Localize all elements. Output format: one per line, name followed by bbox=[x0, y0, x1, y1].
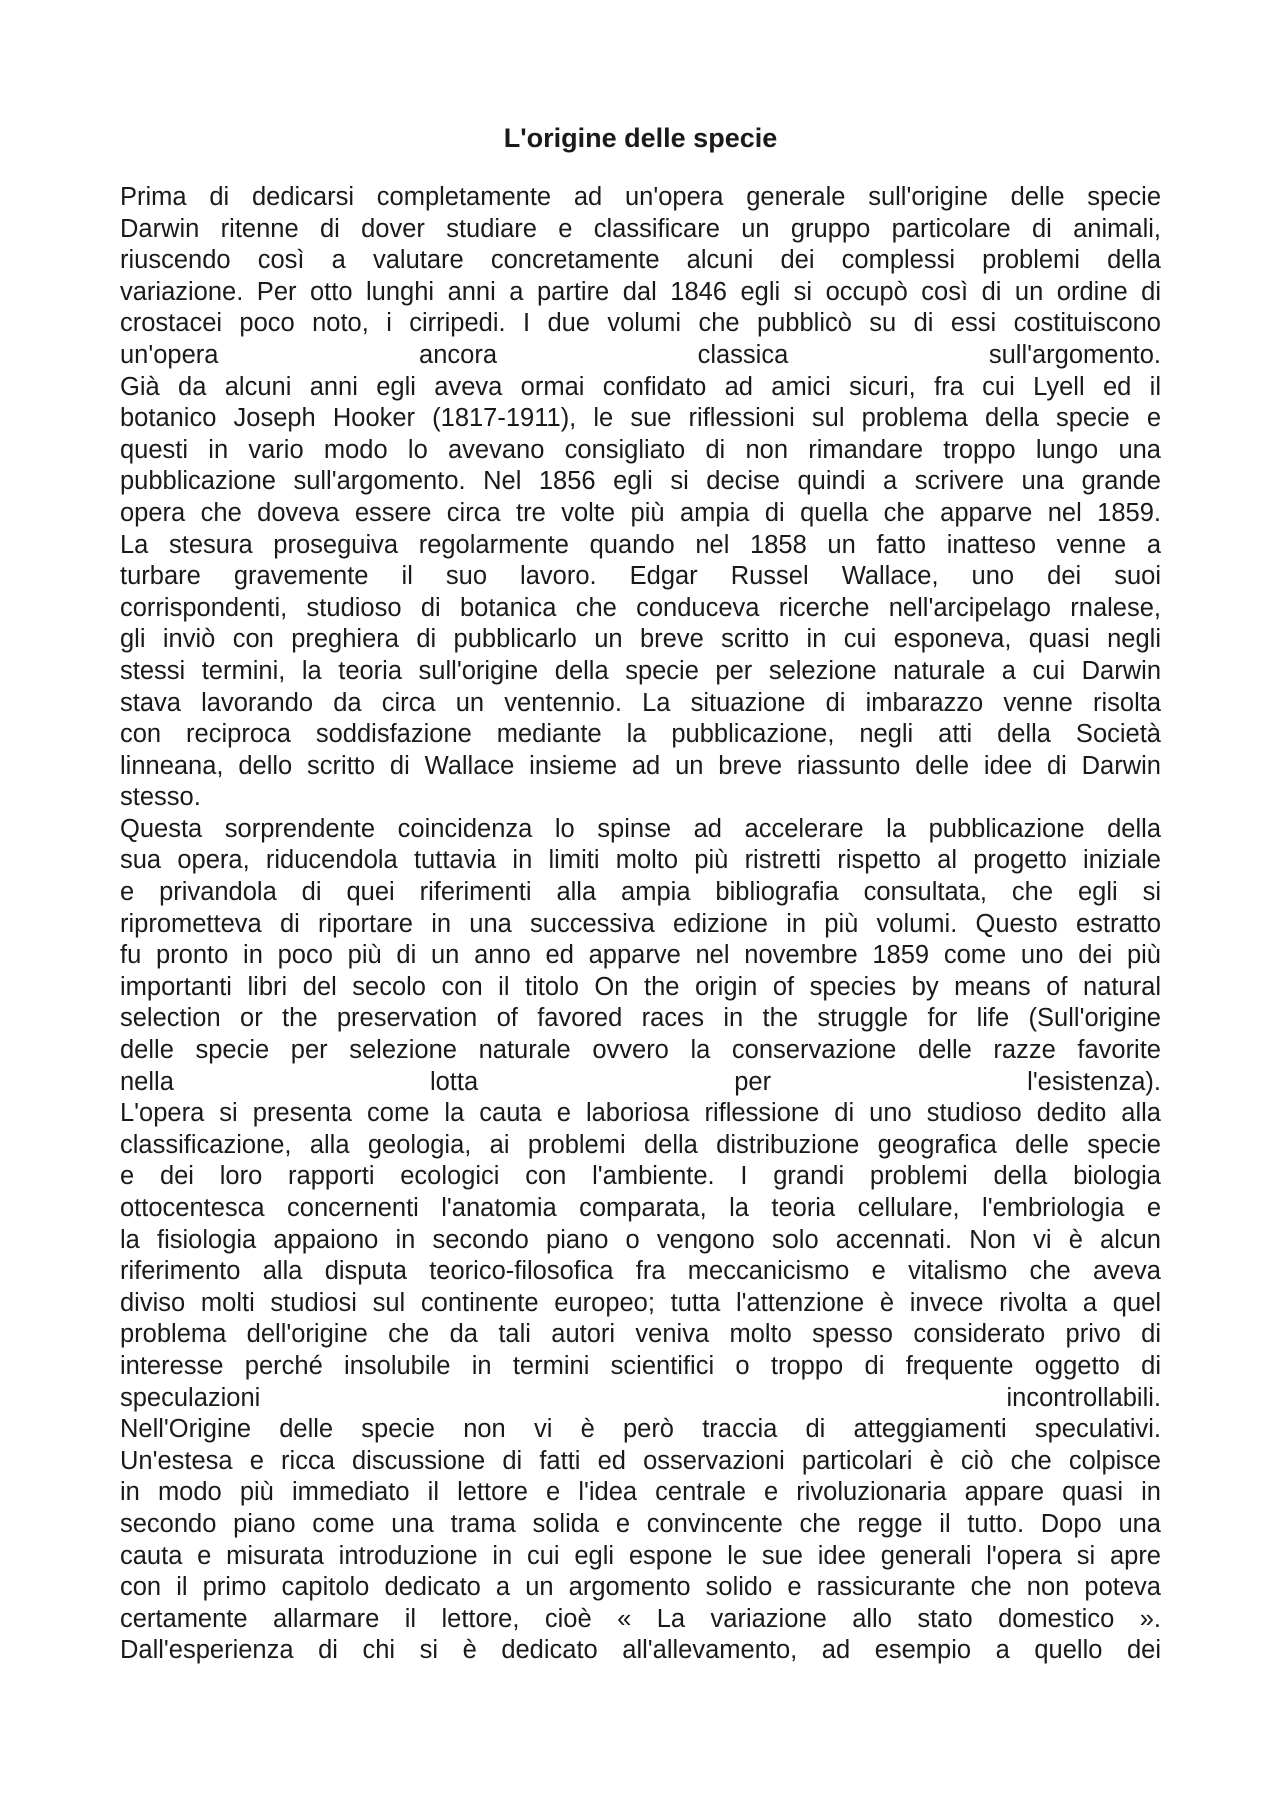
body-text-line: cauta e misurata introduzione in cui egli espone le sue idee generali l'opera si apre bbox=[120, 1541, 1161, 1570]
body-text-line: turbare gravemente il suo lavoro. Edgar Russel Wallace, uno dei suoi bbox=[120, 562, 1161, 591]
body-text-line: e dei loro rapporti ecologici con l'ambiente. I grandi problemi della biologia bbox=[120, 1162, 1161, 1191]
body-text-line: Darwin ritenne di dover studiare e classificare un gruppo particolare di animali, bbox=[120, 214, 1161, 243]
body-text-line: questi in vario modo lo avevano consigliato di non rimandare troppo lungo una bbox=[120, 435, 1161, 464]
body-text-line: nella lotta per l'esistenza). bbox=[120, 1067, 1161, 1096]
body-text-line: Dall'esperienza di chi si è dedicato all'allevamento, ad esempio a quello dei bbox=[120, 1636, 1161, 1665]
body-text-line: crostacei poco noto, i cirripedi. I due volumi che pubblicò su di essi costituiscono bbox=[120, 309, 1161, 338]
body-text-line: un'opera ancora classica sull'argomento. bbox=[120, 340, 1161, 369]
document-title: L'origine delle specie bbox=[503, 123, 778, 153]
body-text-line: stava lavorando da circa un ventennio. La situazione di imbarazzo venne risolta bbox=[120, 688, 1161, 717]
body-text-line: Nell'Origine delle specie non vi è però traccia di atteggiamenti speculativi. bbox=[120, 1415, 1161, 1444]
body-text-line: corrispondenti, studioso di botanica che conduceva ricerche nell'arcipelago rnalese, bbox=[120, 593, 1161, 622]
body-text-line: in modo più immediato il lettore e l'idea centrale e rivoluzionaria appare quasi in bbox=[120, 1478, 1161, 1507]
body-text-line: L'opera si presenta come la cauta e laboriosa riflessione di uno studioso dedito alla bbox=[120, 1099, 1161, 1128]
body-text-line: diviso molti studiosi sul continente europeo; tutta l'attenzione è invece rivolta a quel bbox=[120, 1288, 1161, 1317]
body-text-line: importanti libri del secolo con il titolo On the origin of species by means of natural bbox=[120, 972, 1161, 1001]
body-text-line: secondo piano come una trama solida e convincente che regge il tutto. Dopo una bbox=[120, 1509, 1161, 1538]
body-text-line: stesso. bbox=[120, 783, 201, 812]
body-text-line: ottocentesca concernenti l'anatomia comparata, la teoria cellulare, l'embriologia e bbox=[120, 1194, 1161, 1222]
body-text-line: la fisiologia appaiono in secondo piano o vengono solo accennati. Non vi è alcun bbox=[120, 1225, 1161, 1254]
body-text-line: riuscendo così a valutare concretamente alcuni dei complessi problemi della bbox=[120, 246, 1161, 275]
body-text-line: stessi termini, la teoria sull'origine della specie per selezione naturale a cui Darwin bbox=[120, 656, 1161, 685]
body-text-line: speculazioni incontrollabili. bbox=[120, 1383, 1161, 1412]
body-text-line: opera che doveva essere circa tre volte più ampia di quella che apparve nel 1859. bbox=[120, 498, 1161, 527]
body-text-line: interesse perché insolubile in termini scientifici o troppo di frequente oggetto di bbox=[120, 1351, 1161, 1380]
document-page bbox=[120, 0, 1161, 1811]
body-text-line: pubblicazione sull'argomento. Nel 1856 egli si decise quindi a scrivere una grande bbox=[120, 467, 1161, 496]
body-text-line: problema dell'origine che da tali autori veniva molto spesso considerato privo di bbox=[120, 1320, 1161, 1349]
body-text-line: linneana, dello scritto di Wallace insieme ad un breve riassunto delle idee di Darwin bbox=[120, 751, 1161, 780]
body-text-line: fu pronto in poco più di un anno ed apparve nel novembre 1859 come uno dei più bbox=[120, 941, 1161, 970]
body-text-line: con il primo capitolo dedicato a un argomento solido e rassicurante che non poteva bbox=[120, 1573, 1161, 1602]
body-text-line: Un'estesa e ricca discussione di fatti ed osservazioni particolari è ciò che colpisce bbox=[120, 1446, 1161, 1475]
body-text-line: La stesura proseguiva regolarmente quando nel 1858 un fatto inatteso venne a bbox=[120, 530, 1161, 559]
body-text-line: gli inviò con preghiera di pubblicarlo un breve scritto in cui esponeva, quasi negli bbox=[120, 625, 1161, 654]
body-text-line: Già da alcuni anni egli aveva ormai confidato ad amici sicuri, fra cui Lyell ed il bbox=[120, 372, 1161, 401]
body-text-line: variazione. Per otto lunghi anni a partire dal 1846 egli si occupò così di un ordine di bbox=[120, 277, 1161, 306]
body-text-line: sua opera, riducendola tuttavia in limiti molto più ristretti rispetto al progetto iniziale bbox=[120, 846, 1161, 875]
body-text-line: con reciproca soddisfazione mediante la pubblicazione, negli atti della Società bbox=[120, 720, 1161, 749]
body-text-line: classificazione, alla geologia, ai problemi della distribuzione geografica delle specie bbox=[120, 1130, 1161, 1159]
body-text-line: selection or the preservation of favored races in the struggle for life (Sull'origine bbox=[120, 1004, 1161, 1033]
body-text-line: riferimento alla disputa teorico-filosofica fra meccanicismo e vitalismo che aveva bbox=[120, 1257, 1161, 1286]
body-text-line: botanico Joseph Hooker (1817-1911), le sue riflessioni sul problema della specie e bbox=[120, 404, 1161, 433]
body-text-line: delle specie per selezione naturale ovvero la conservazione delle razze favorite bbox=[120, 1036, 1161, 1065]
body-text-line: Questa sorprendente coincidenza lo spinse ad accelerare la pubblicazione della bbox=[120, 814, 1161, 843]
body-text-line: Prima di dedicarsi completamente ad un'opera generale sull'origine delle specie bbox=[120, 183, 1161, 211]
body-text-line: certamente allarmare il lettore, cioè « La variazione allo stato domestico ». bbox=[120, 1604, 1161, 1633]
body-text-line: riprometteva di riportare in una successiva edizione in più volumi. Questo estratto bbox=[120, 909, 1161, 938]
body-text-line: e privandola di quei riferimenti alla ampia bibliografia consultata, che egli si bbox=[120, 878, 1161, 907]
document-body bbox=[120, 182, 1161, 1667]
